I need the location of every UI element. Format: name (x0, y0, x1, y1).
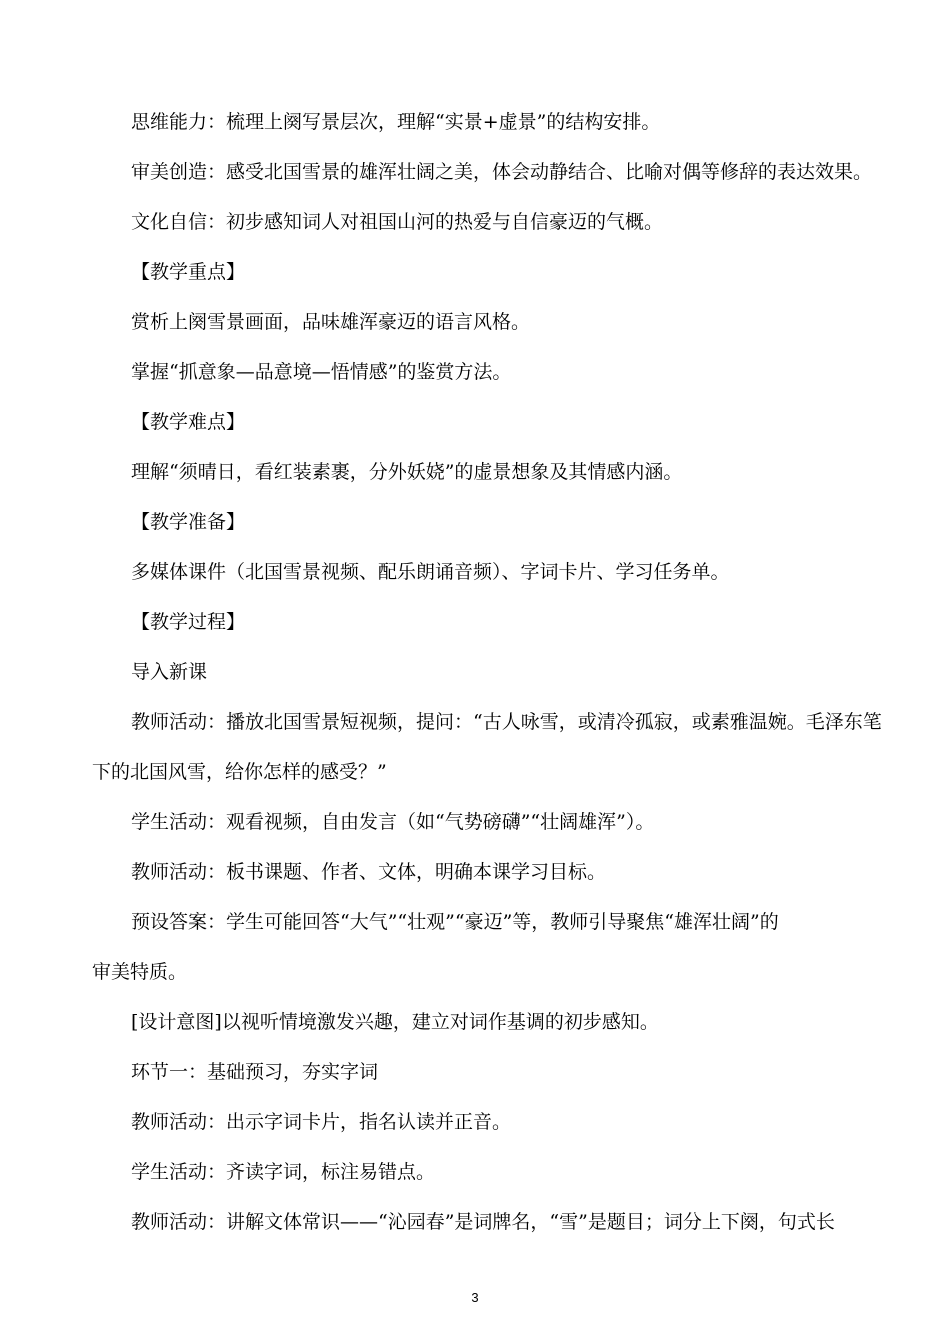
paragraph-aesthetic-creation: 审美创造：感受北国雪景的雄浑壮阔之美，体会动静结合、比喻对偶等修辞的表达效果。 (131, 161, 873, 183)
paragraph-teacher-activity-2: 教师活动：板书课题、作者、文体，明确本课学习目标。 (131, 861, 607, 883)
subheading-step-one: 环节一：基础预习，夯实字词 (131, 1061, 379, 1083)
paragraph-student-activity-2: 学生活动：齐读字词，标注易错点。 (131, 1161, 436, 1183)
paragraph-teacher-activity-1-cont: 下的北国风雪，给你怎样的感受？” (92, 761, 387, 783)
heading-teaching-difficulty: 【教学难点】 (131, 411, 246, 433)
subheading-introduction: 导入新课 (131, 661, 208, 683)
heading-teaching-preparation: 【教学准备】 (131, 511, 246, 533)
paragraph-difficulty: 理解“须晴日，看红装素裹，分外妖娆”的虚景想象及其情感内涵。 (131, 461, 683, 483)
paragraph-cultural-confidence: 文化自信：初步感知词人对祖国山河的热爱与自信豪迈的气概。 (131, 211, 664, 233)
paragraph-teacher-activity-4: 教师活动：讲解文体常识——“沁园春”是词牌名，“雪”是题目；词分上下阕，句式长 (131, 1211, 835, 1233)
heading-teaching-focus: 【教学重点】 (131, 261, 246, 283)
page-number: 3 (471, 1290, 479, 1305)
paragraph-expected-answer: 预设答案：学生可能回答“大气”“壮观”“豪迈”等，教师引导聚焦“雄浑壮阔”的 (131, 911, 779, 933)
paragraph-thinking-ability: 思维能力：梳理上阕写景层次，理解“实景+虚景”的结构安排。 (131, 111, 661, 133)
paragraph-teacher-activity-3: 教师活动：出示字词卡片，指名认读并正音。 (131, 1111, 512, 1133)
heading-teaching-process: 【教学过程】 (131, 611, 246, 633)
paragraph-focus-2: 掌握“抓意象—品意境—悟情感”的鉴赏方法。 (131, 361, 512, 383)
paragraph-preparation: 多媒体课件（北国雪景视频、配乐朗诵音频）、字词卡片、学习任务单。 (131, 561, 730, 583)
paragraph-teacher-activity-1: 教师活动：播放北国雪景短视频，提问：“古人咏雪，或清冷孤寂，或素雅温婉。毛泽东笔 (131, 711, 882, 733)
paragraph-focus-1: 赏析上阕雪景画面，品味雄浑豪迈的语言风格。 (131, 311, 531, 333)
paragraph-expected-answer-cont: 审美特质。 (92, 961, 188, 983)
paragraph-design-intent: [设计意图]以视听情境激发兴趣，建立对词作基调的初步感知。 (131, 1011, 659, 1033)
paragraph-student-activity-1: 学生活动：观看视频，自由发言（如“气势磅礴”“壮阔雄浑”）。 (131, 811, 655, 833)
